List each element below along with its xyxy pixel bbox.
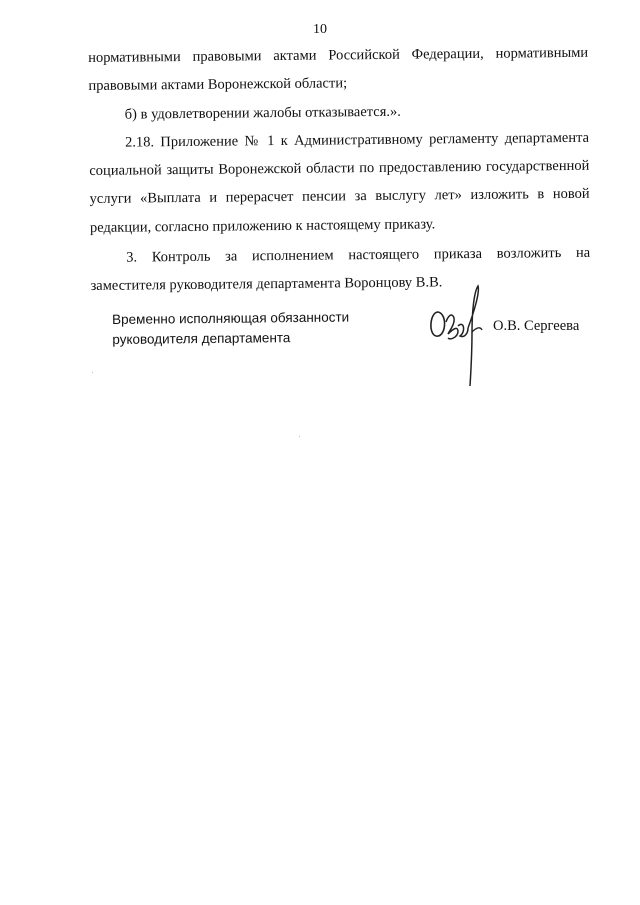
paragraph-2-18: 2.18. Приложение № 1 к Административному регламенту департамента социальной защиты Воронежской области по предоставлению государственной услуги «Выплата и перерасчет пенсии за выслугу лет» изложить в новой редакции, согласно приложению к настоящему приказу. [89,129,590,236]
signatory-position [112,308,349,350]
scan-speck [92,372,93,373]
paragraph-continuation: нормативными правовыми актами Российской Федерации, нормативными правовыми актами Воронежской области; [88,44,589,95]
signer-name: О.В. Сергеева [493,318,580,334]
handwritten-signature [424,282,490,388]
paragraph-complaint-refusal: б) в удовлетворении жалобы отказывается.». [124,103,401,123]
position-line-2: руководителя департамента [112,329,291,347]
position-line-1: Временно исполняющая обязанности [112,309,350,327]
page-number: 10 [313,22,327,37]
scan-speck [299,436,300,437]
paragraph-3-control: 3. Контроль за исполнением настоящего приказа возложить на заместителя руководителя департамента Воронцову В.В. [90,244,591,295]
document-body [88,39,591,301]
